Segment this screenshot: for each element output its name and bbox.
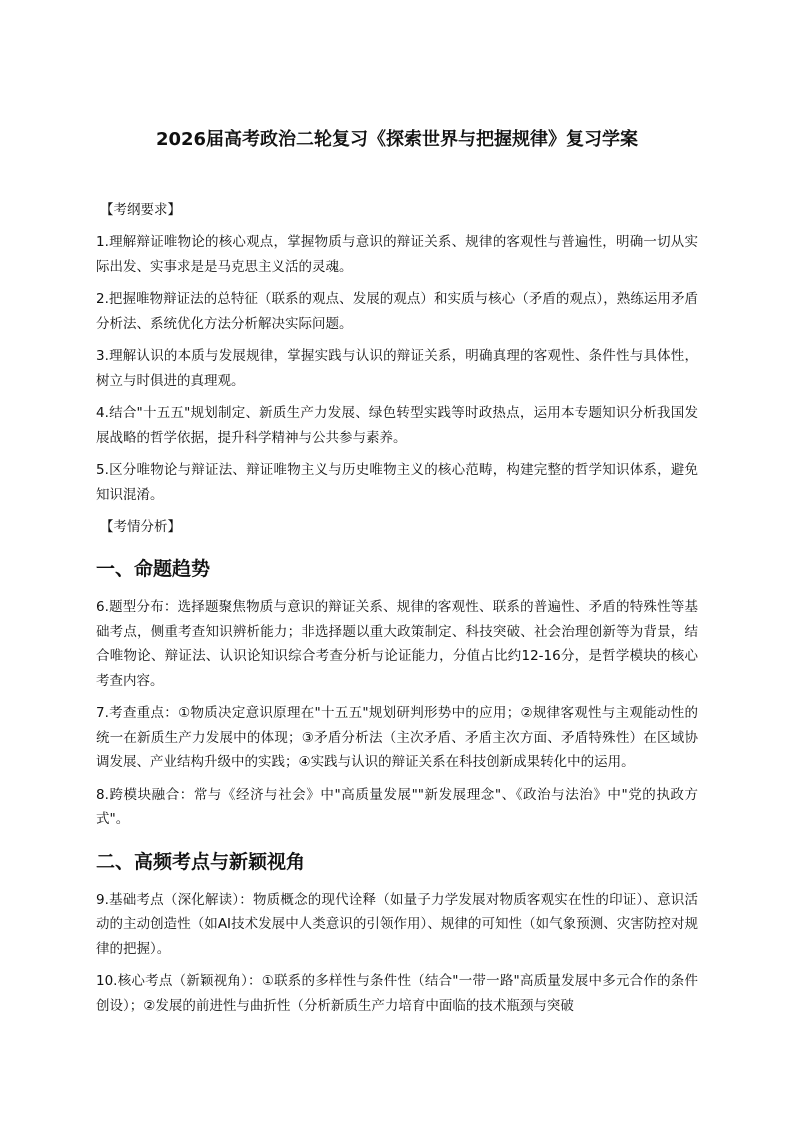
item-text: 跨模块融合：常与《经济与社会》中"高质量发展""新发展理念"、《政治与法治》中"党的执政方式"。 (96, 786, 698, 827)
requirement-item-5 (96, 458, 698, 507)
item-text: 区分唯物论与辩证法、辩证唯物主义与历史唯物主义的核心范畴，构建完整的哲学知识体系，避免知识混淆。 (96, 462, 698, 503)
item-number: 2. (96, 291, 109, 307)
exam-requirements-heading: 【考纲要求】 (100, 202, 181, 218)
item-text: 把握唯物辩证法的总特征（联系的观点、发展的观点）和实质与核心（矛盾的观点），熟练运用矛盾分析法、系统优化方法分析解决实际问题。 (96, 291, 698, 332)
item-number: 5. (96, 462, 109, 478)
item-text: 考查重点：①物质决定意识原理在"十五五"规划研判形势中的应用；②规律客观性与主观能动性的统一在新质生产力发展中的体现；③矛盾分析法（主次矛盾、矛盾主次方面、矛盾特殊性）在区域协调发展、产业结构升级中的实践；④实践与认识的辩证关系在科技创新成果转化中的运用。 (96, 705, 698, 770)
requirement-item-2 (96, 287, 698, 336)
section-title-key-points: 二、高频考点与新颖视角 (96, 850, 306, 873)
keypoint-item-10 (96, 969, 698, 1018)
item-number: 7. (96, 705, 109, 721)
trend-item-7 (96, 701, 698, 775)
item-text: 结合"十五五"规划制定、新质生产力发展、绿色转型实践等时政热点，运用本专题知识分析我国发展战略的哲学依据，提升科学精神与公共参与素养。 (96, 405, 698, 446)
item-text: 理解辩证唯物论的核心观点，掌握物质与意识的辩证关系、规律的客观性与普遍性，明确一切从实际出发、实事求是是马克思主义活的灵魂。 (96, 234, 698, 275)
item-text: 基础考点（深化解读）：物质概念的现代诠释（如量子力学发展对物质客观实在性的印证）、意识活动的主动创造性（如AI技术发展中人类意识的引领作用）、规律的可知性（如气象预测、灾害防控对规律的把握）。 (96, 891, 698, 957)
item-number: 9. (96, 891, 109, 908)
exam-analysis-heading: 【考情分析】 (100, 519, 181, 535)
item-text: 核心考点（新颖视角）：①联系的多样性与条件性（结合"一带一路"高质量发展中多元合作的条件创设）；②发展的前进性与曲折性（分析新质生产力培育中面临的技术瓶颈与突破 (96, 973, 698, 1014)
item-number: 3. (96, 348, 109, 364)
trend-item-6 (96, 595, 698, 693)
item-number: 4. (96, 405, 109, 421)
item-text: 题型分布：选择题聚焦物质与意识的辩证关系、规律的客观性、联系的普遍性、矛盾的特殊性等基础考点，侧重考查知识辨析能力；非选择题以重大政策制定、科技突破、社会治理创新等为背景，结合唯物论、辩证法、认识论知识综合考查分析与论证能力，分值占比约12-16分，是哲学模块的核心考查内容。 (96, 599, 698, 689)
trend-item-8 (96, 783, 698, 832)
document-title: 2026届高考政治二轮复习《探索世界与把握规律》复习学案 (155, 129, 639, 150)
item-number: 10. (96, 973, 118, 989)
section-title-trends: 一、命题趋势 (96, 558, 211, 580)
requirement-item-3 (96, 344, 698, 393)
item-number: 8. (96, 786, 109, 803)
requirement-item-4 (96, 401, 698, 450)
item-number: 1. (96, 234, 109, 250)
keypoint-item-9 (96, 888, 698, 962)
item-text: 理解认识的本质与发展规律，掌握实践与认识的辩证关系，明确真理的客观性、条件性与具体性，树立与时俱进的真理观。 (96, 348, 698, 389)
requirement-item-1 (96, 230, 698, 279)
item-number: 6. (96, 599, 109, 615)
